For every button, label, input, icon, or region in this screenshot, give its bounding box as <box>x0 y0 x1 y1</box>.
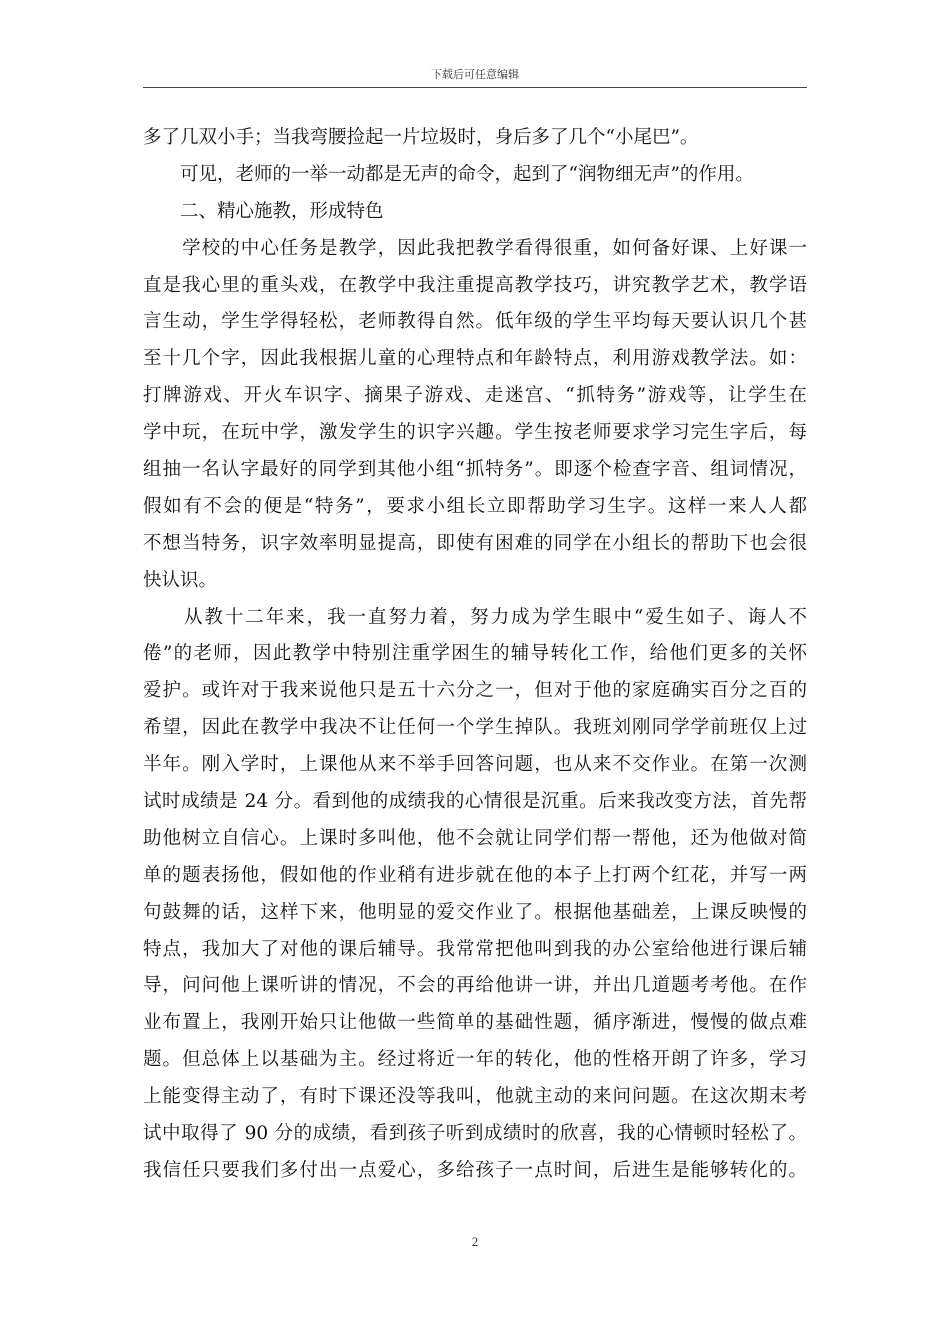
text-line: 题。但总体上以基础为主。经过将近一年的转化，他的性格开朗了许多，学习 <box>143 1049 807 1071</box>
text-line: 助他树立自信心。上课时多叫他，他不会就让同学们帮一帮他，还为他做对简 <box>143 827 807 849</box>
text-line: 单的题表扬他，假如他的作业稍有进步就在他的本子上打两个红花，并写一两 <box>143 864 807 886</box>
text-line: 可见，老师的一举一动都是无声的命令，起到了“润物细无声”的作用。 <box>143 163 754 185</box>
text-line: 试中取得了 90 分的成绩，看到孩子听到成绩时的欣喜，我的心情顿时轻松了。 <box>143 1123 807 1145</box>
text-line: 倦”的老师，因此教学中特别注重学困生的辅导转化工作，给他们更多的关怀 <box>143 643 807 665</box>
text-line: 假如有不会的便是“特务”，要求小组长立即帮助学习生字。这样一来人人都 <box>143 495 807 517</box>
text-line: 半年。刚入学时，上课他从来不举手回答问题，也从来不交作业。在第一次测 <box>143 754 807 776</box>
text-line: 言生动，学生学得轻松，老师教得自然。低年级的学生平均每天要认识几个甚 <box>143 311 807 333</box>
text-line: 学校的中心任务是教学，因此我把教学看得很重，如何备好课、上好课一 <box>143 237 807 259</box>
text-line: 导，问问他上课听讲的情况，不会的再给他讲一讲，并出几道题考考他。在作 <box>143 975 807 997</box>
text-line: 业布置上，我刚开始只让他做一些简单的基础性题，循序渐进，慢慢的做点难 <box>143 1012 807 1034</box>
body-text <box>143 120 807 1190</box>
text-line: 二、精心施教，形成特色 <box>143 200 384 222</box>
text-line: 我信任只要我们多付出一点爱心，多给孩子一点时间，后进生是能够转化的。 <box>143 1159 807 1181</box>
text-line: 至十几个字，因此我根据儿童的心理特点和年龄特点，利用游戏教学法。如： <box>143 348 807 370</box>
text-line: 爱护。或许对于我来说他只是五十六分之一，但对于他的家庭确实百分之百的 <box>143 680 807 702</box>
text-line: 学中玩，在玩中学，激发学生的识字兴趣。学生按老师要求学习完生字后，每 <box>143 422 807 444</box>
page-number: 2 <box>471 1234 479 1249</box>
text-line: 直是我心里的重头戏，在教学中我注重提高教学技巧，讲究教学艺术，教学语 <box>143 274 807 296</box>
text-line: 句鼓舞的话，这样下来，他明显的爱交作业了。根据他基础差，上课反映慢的 <box>143 901 807 923</box>
header-divider <box>143 87 807 88</box>
text-line: 打牌游戏、开火车识字、摘果子游戏、走迷宫、“抓特务”游戏等，让学生在 <box>143 385 807 407</box>
text-line: 快认识。 <box>143 569 218 591</box>
text-line: 希望，因此在教学中我决不让任何一个学生掉队。我班刘刚同学学前班仅上过 <box>143 717 807 739</box>
text-line: 不想当特务，识字效率明显提高，即使有困难的同学在小组长的帮助下也会很 <box>143 532 807 554</box>
page-header: 下载后可任意编辑 <box>431 68 519 81</box>
text-line: 多了几双小手；当我弯腰捡起一片垃圾时，身后多了几个“小尾巴”。 <box>143 127 699 148</box>
text-line: 上能变得主动了，有时下课还没等我叫，他就主动的来问问题。在这次期末考 <box>143 1086 807 1108</box>
text-line: 从教十二年来，我一直努力着，努力成为学生眼中“爱生如子、诲人不 <box>143 606 807 628</box>
text-line: 试时成绩是 24 分。看到他的成绩我的心情很是沉重。后来我改变方法，首先帮 <box>143 791 807 813</box>
text-line: 特点，我加大了对他的课后辅导。我常常把他叫到我的办公室给他进行课后辅 <box>143 938 807 960</box>
text-line: 组抽一名认字最好的同学到其他小组“抓特务”。即逐个检查字音、组词情况， <box>143 459 807 481</box>
